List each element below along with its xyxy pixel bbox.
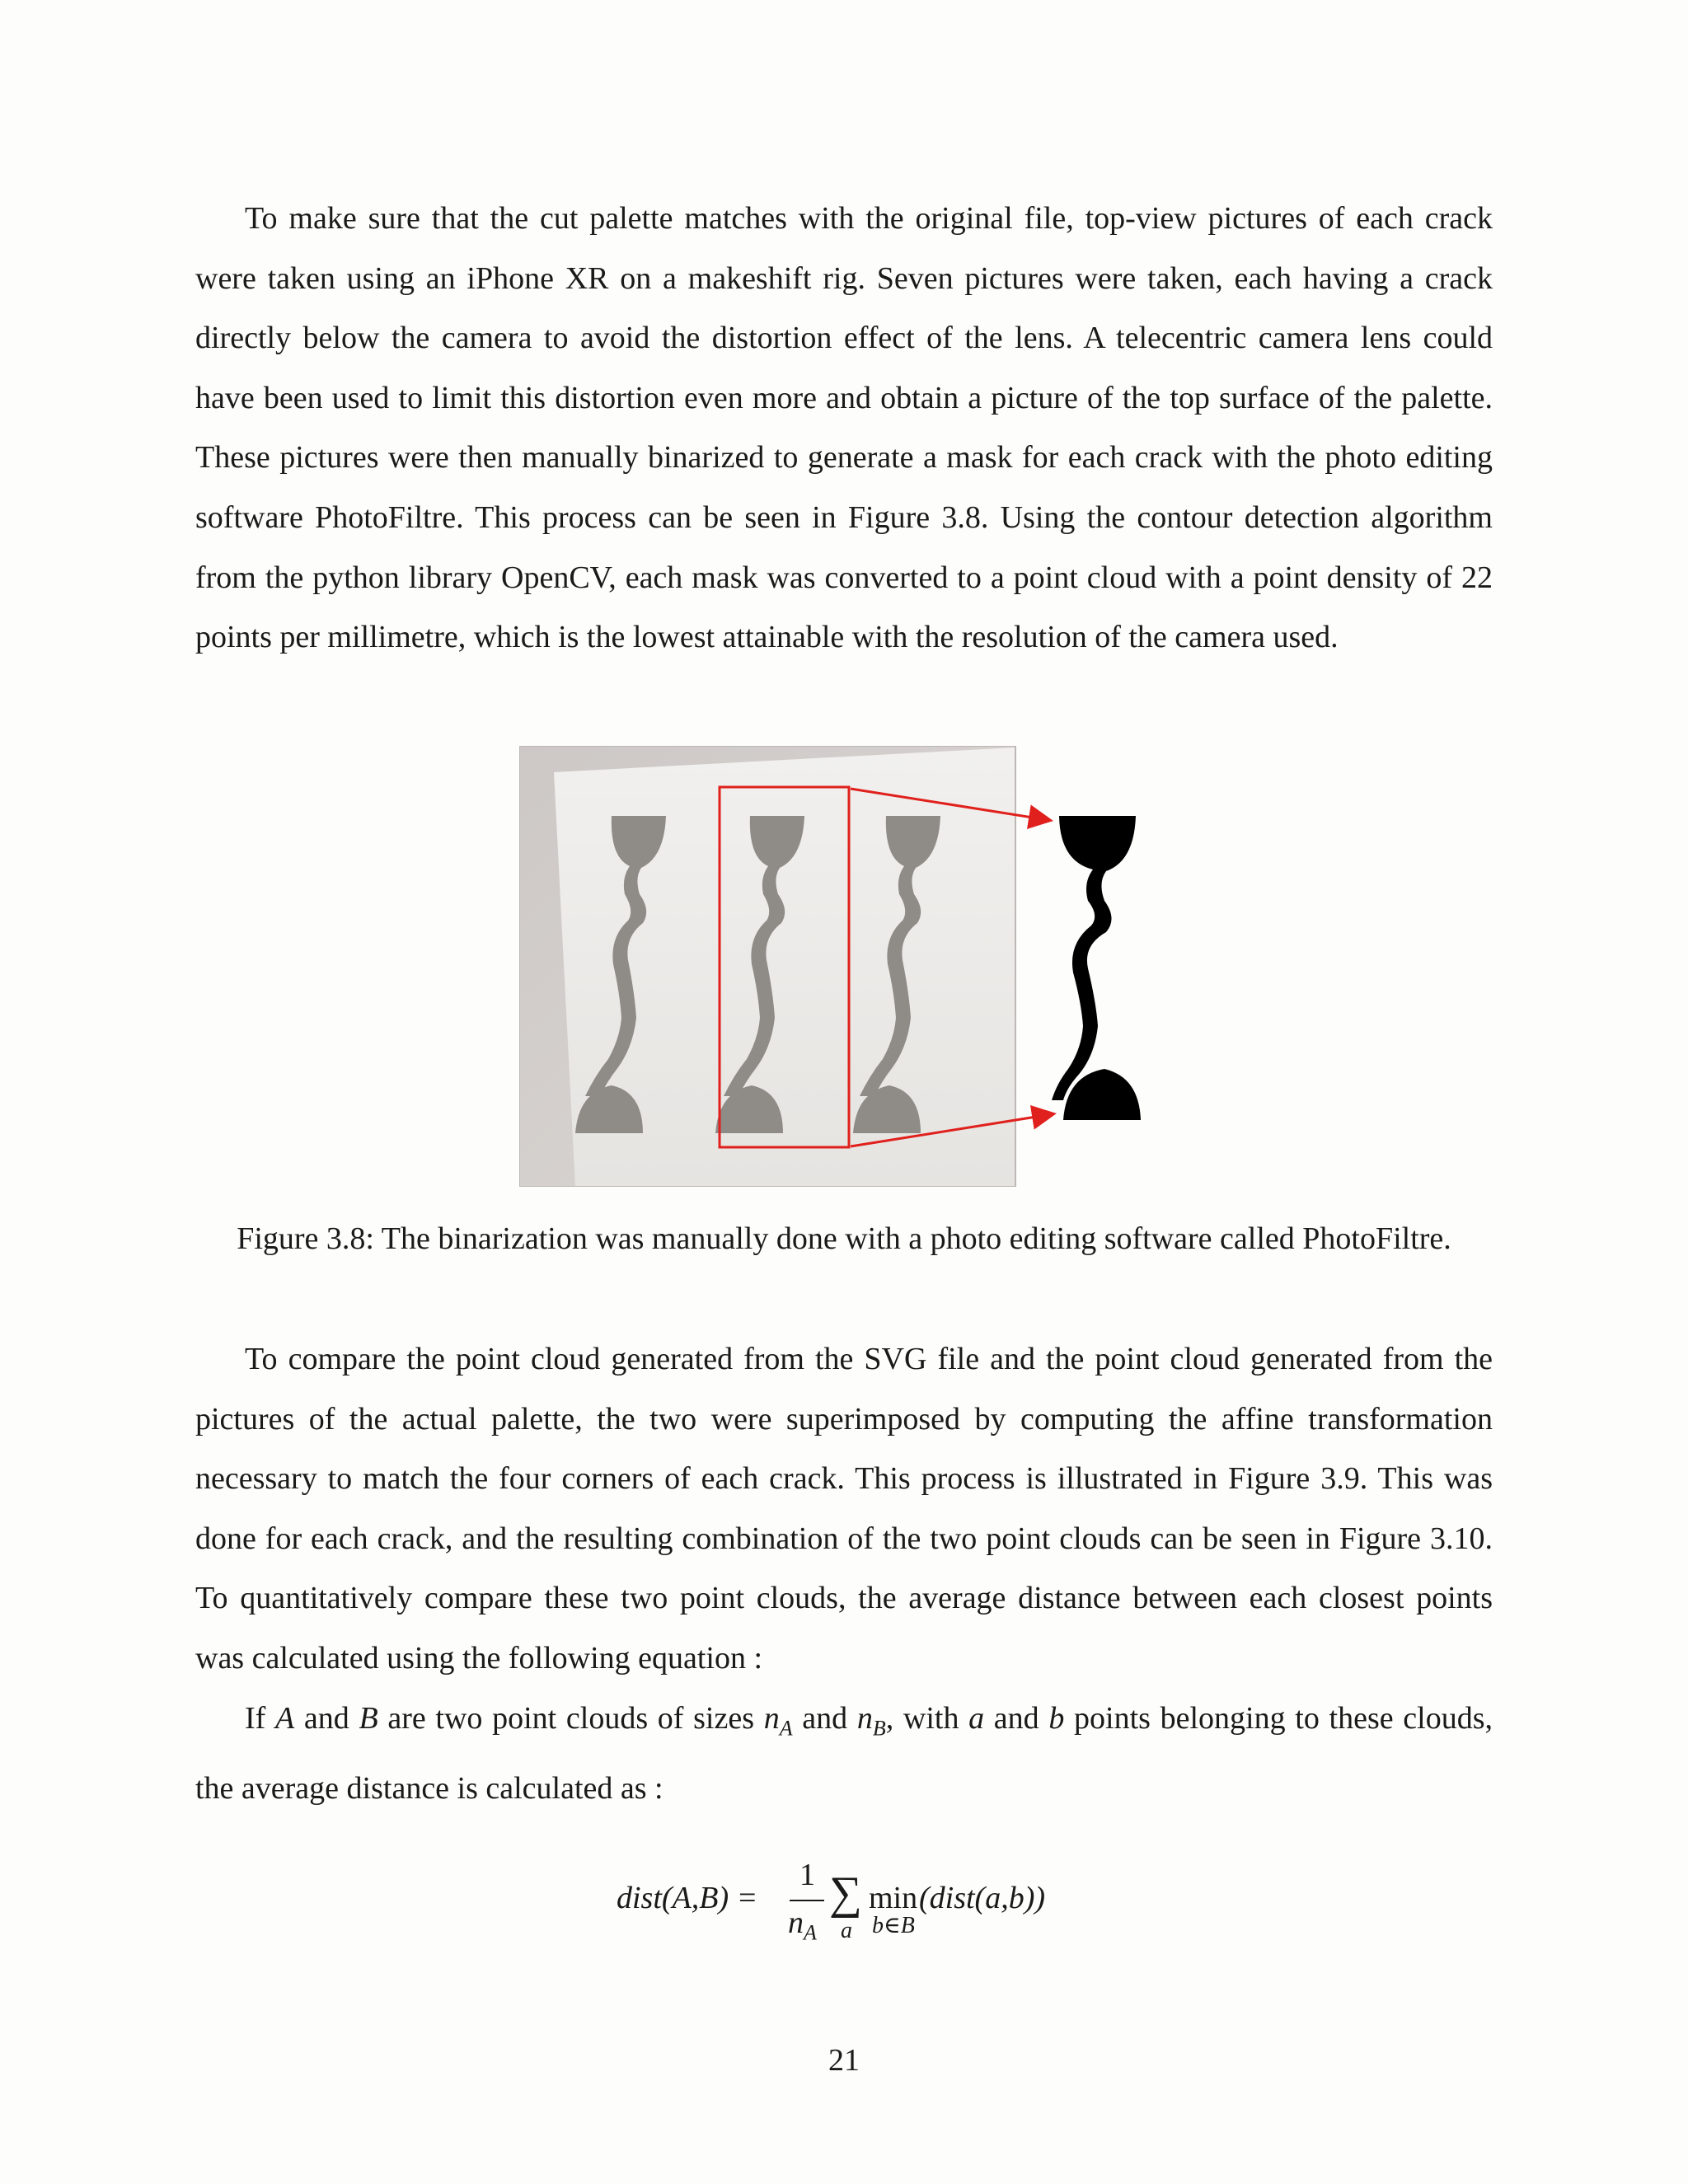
math-var: a (968, 1701, 985, 1736)
min-subscript: b∈B (872, 1913, 915, 1938)
figure-photo-and-mask (519, 746, 1179, 1187)
paragraph-capture-method: To make sure that the cut palette matches with the original file, top-view pictures of each crack were taken using an iPhone XR on a makeshift rig. Seven pictures were taken, each having a crack directly below the camera to avoid the distortion effect of the lens. A telecentric camera lens could have been used to limit this distortion even more and obtain a picture of the top surface of the palette. These pictures were then manually binarized to generate a mask for each crack with the photo editing software PhotoFiltre. This process can be seen in Figure 3.8. Using the contour detection algorithm from the python library OpenCV, each mask was converted to a point cloud with a point density of 22 points per millimetre, which is the lowest attainable with the resolution of the camera used. (195, 201, 1493, 655)
figure-caption: Figure 3.8: The binarization was manually done with a photo editing software called PhotoFiltre. (237, 1221, 1451, 1256)
distance-equation (617, 1842, 1078, 1949)
fraction-denominator (788, 1905, 817, 1946)
page-number: 21 (828, 2043, 860, 2078)
math-var: A (275, 1701, 295, 1736)
binary-mask (1052, 816, 1141, 1120)
math-subscript: A (779, 1716, 793, 1741)
text-run: , with (885, 1701, 969, 1736)
figure-binarization (519, 746, 1179, 1187)
equation-argument (919, 1880, 1045, 1916)
paragraph-comparison: To compare the point cloud generated from the SVG file and the point cloud generated from the pictures of the actual palette, the two were superimposed by computing the affine transformation necessary to match the four corners of each crack. This process is illustrated in Figure 3.9. This was done for each crack, and the resulting combination of the two point clouds can be seen in Figure 3.10. To quantitatively compare these two point clouds, the average distance between each closest points was calculated using the following equation : (195, 1342, 1493, 1675)
fraction-numerator: 1 (799, 1858, 815, 1892)
text-run: If (245, 1701, 275, 1736)
text-run: are two point clouds of sizes (377, 1701, 764, 1736)
denominator-subscript: A (804, 1920, 817, 1945)
summation-sign: ∑ (829, 1868, 862, 1919)
math-var: n (763, 1701, 780, 1736)
denominator-var: n (788, 1905, 804, 1940)
math-var: n (856, 1701, 873, 1736)
text-run: and (792, 1701, 857, 1736)
text-run: and (984, 1701, 1049, 1736)
math-var: b (1048, 1701, 1065, 1736)
fraction-bar (790, 1900, 824, 1901)
text-run: and (294, 1701, 359, 1736)
math-var: B (359, 1701, 378, 1736)
paragraph-definition (195, 1689, 1493, 1819)
min-operator: min (869, 1881, 918, 1915)
equation-lhs: dist(A,B) = (617, 1881, 758, 1915)
equation-argument-text: (dist(a,b)) (919, 1881, 1046, 1915)
text-run: points belonging to these clouds, the average distance is calculated as : (195, 1701, 1493, 1807)
summation-index: a (841, 1918, 852, 1943)
math-subscript: B (872, 1716, 886, 1741)
